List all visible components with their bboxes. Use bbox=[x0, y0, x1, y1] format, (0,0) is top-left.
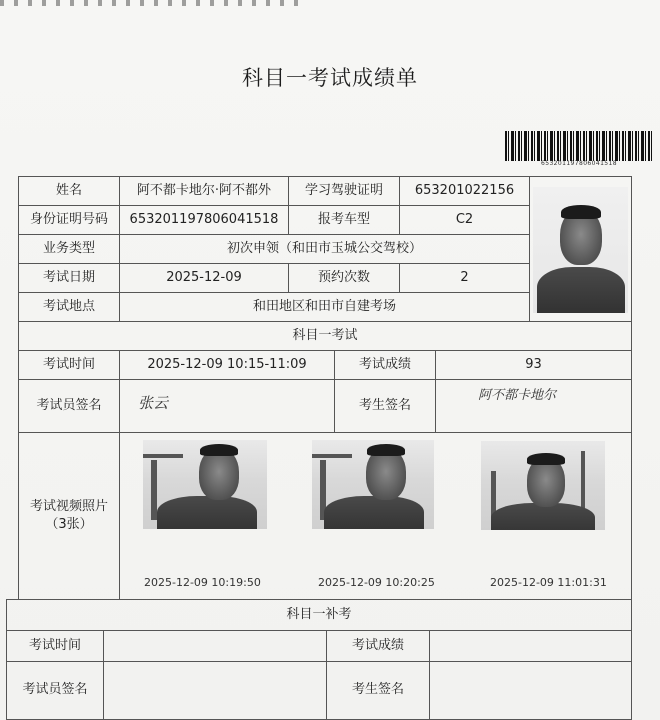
photo-3-timestamp: 2025-12-09 11:01:31 bbox=[490, 576, 607, 589]
label-exam-score: 考试成绩 bbox=[334, 350, 436, 380]
value-vehicle-type: C2 bbox=[399, 205, 530, 235]
photo-1-timestamp: 2025-12-09 10:19:50 bbox=[144, 576, 261, 589]
document-title: 科目一考试成绩单 bbox=[242, 66, 418, 90]
label-examiner-signature: 考试员签名 bbox=[18, 379, 120, 433]
label-makeup-examiner-signature: 考试员签名 bbox=[6, 661, 104, 720]
label-vehicle-type: 报考车型 bbox=[288, 205, 400, 235]
video-photos-count: （3张） bbox=[45, 517, 93, 532]
label-video-photos bbox=[18, 432, 120, 600]
value-exam-date: 2025-12-09 bbox=[119, 263, 289, 293]
value-makeup-exam-time bbox=[103, 630, 327, 662]
top-edge-print bbox=[0, 0, 300, 6]
section-main-header: 科目一考试 bbox=[18, 321, 632, 351]
id-photo bbox=[533, 187, 628, 313]
label-makeup-exam-time: 考试时间 bbox=[6, 630, 104, 662]
label-exam-location: 考试地点 bbox=[18, 292, 120, 322]
barcode-number: 653201197806041518 bbox=[541, 160, 617, 167]
exam-photo-1 bbox=[143, 440, 267, 529]
label-reservation-count: 预约次数 bbox=[288, 263, 400, 293]
value-makeup-examiner-signature bbox=[103, 661, 327, 720]
label-business-type: 业务类型 bbox=[18, 234, 120, 264]
label-makeup-exam-score: 考试成绩 bbox=[326, 630, 430, 662]
value-exam-time: 2025-12-09 10:15-11:09 bbox=[119, 350, 335, 380]
value-exam-score: 93 bbox=[435, 350, 632, 380]
examiner-signature: 张云 bbox=[138, 394, 169, 412]
exam-photo-3 bbox=[481, 441, 605, 530]
value-license-proof: 653201022156 bbox=[399, 176, 530, 206]
label-exam-time: 考试时间 bbox=[18, 350, 120, 380]
value-id-number: 653201197806041518 bbox=[119, 205, 289, 235]
value-name: 阿不都卡地尔·阿不都外 bbox=[119, 176, 289, 206]
id-photo-cell bbox=[529, 176, 632, 322]
value-exam-location: 和田地区和田市自建考场 bbox=[119, 292, 530, 322]
label-candidate-signature: 考生签名 bbox=[334, 379, 436, 433]
label-license-proof: 学习驾驶证明 bbox=[288, 176, 400, 206]
value-business-type: 初次申领（和田市玉城公交驾校） bbox=[119, 234, 530, 264]
value-makeup-exam-score bbox=[429, 630, 632, 662]
barcode bbox=[505, 131, 653, 161]
video-photos-label: 考试视频照片 bbox=[29, 498, 108, 514]
label-makeup-candidate-signature: 考生签名 bbox=[326, 661, 430, 720]
label-exam-date: 考试日期 bbox=[18, 263, 120, 293]
value-makeup-candidate-signature bbox=[429, 661, 632, 720]
photo-2-timestamp: 2025-12-09 10:20:25 bbox=[318, 576, 435, 589]
label-id-number: 身份证明号码 bbox=[18, 205, 120, 235]
candidate-signature: 阿不都卡地尔 bbox=[478, 388, 557, 403]
section-makeup-header: 科目一补考 bbox=[6, 599, 632, 631]
label-name: 姓名 bbox=[18, 176, 120, 206]
value-reservation-count: 2 bbox=[399, 263, 530, 293]
exam-photo-2 bbox=[312, 440, 434, 529]
